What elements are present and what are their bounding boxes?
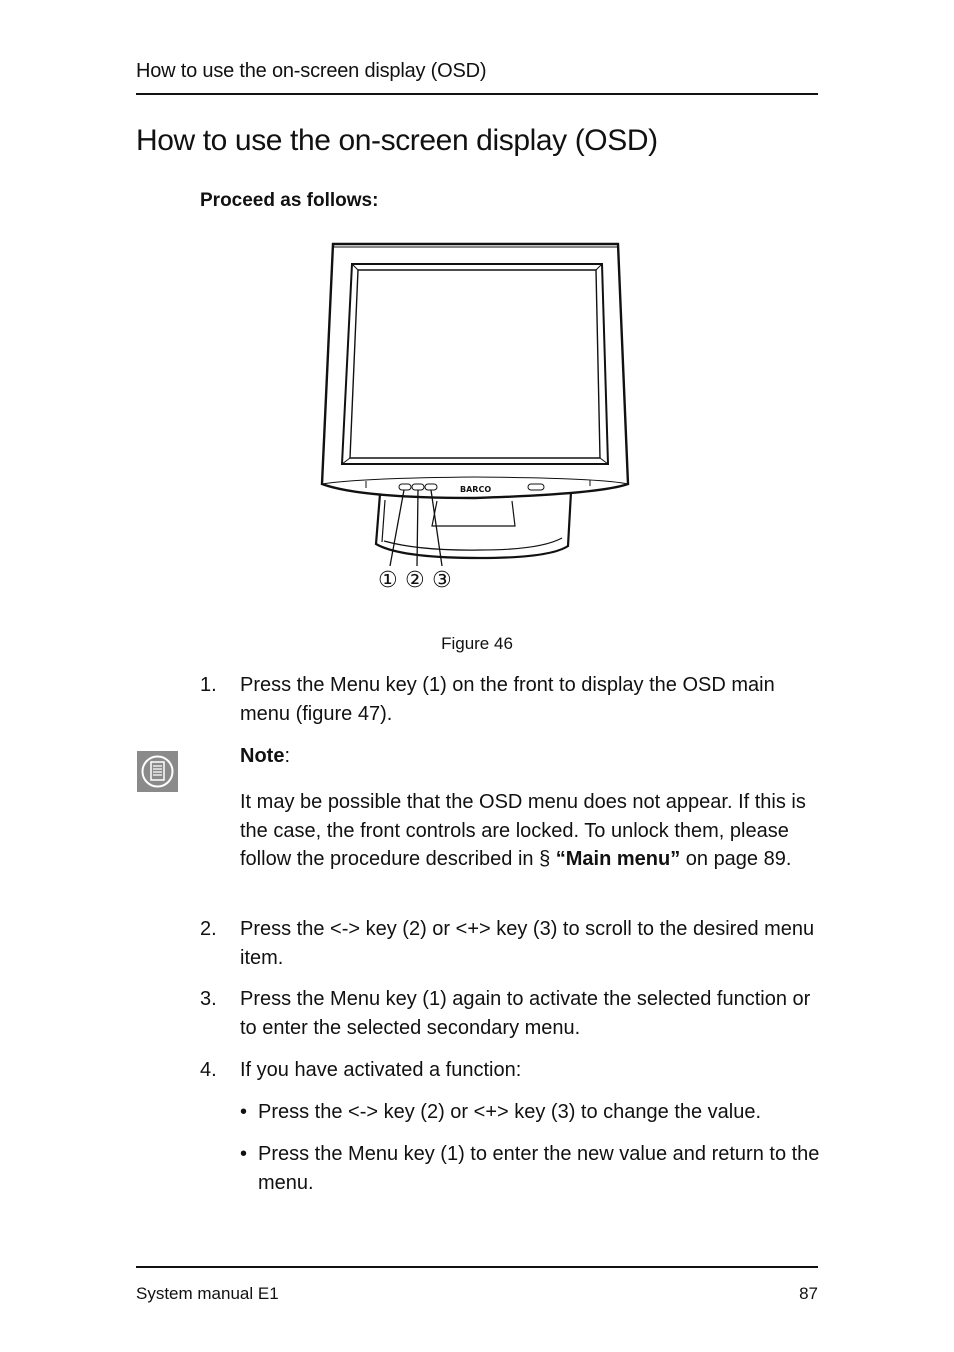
menu-key xyxy=(399,484,411,490)
step-text: Press the Menu key (1) on the front to display the OSD main menu (figure 47). xyxy=(240,674,775,725)
bullet-dot: • xyxy=(240,1101,248,1123)
footer-page-number: 87 xyxy=(799,1284,818,1303)
bullet-text: Press the Menu key (1) to enter the new value and return to the menu. xyxy=(258,1143,820,1194)
power-button xyxy=(528,484,544,490)
monitor-figure xyxy=(300,236,650,606)
footer-rule xyxy=(136,1266,818,1268)
step-number: 4. xyxy=(200,1059,217,1081)
callout-1: ① xyxy=(378,568,398,593)
step-4 xyxy=(200,1056,820,1085)
bullet-text: Press the <-> key (2) or <+> key (3) to change the value. xyxy=(258,1101,762,1123)
main-menu-link[interactable]: “Main menu” xyxy=(555,848,681,870)
step-number: 3. xyxy=(200,988,217,1010)
minus-key xyxy=(412,484,424,490)
note-heading: Note: xyxy=(240,745,291,767)
bullet-dot: • xyxy=(240,1143,248,1165)
step-text: Press the Menu key (1) again to activate the selected function or to enter the selected secondary menu. xyxy=(240,988,811,1039)
header-rule xyxy=(136,93,818,95)
sub-bullet xyxy=(240,1098,820,1127)
step-2 xyxy=(200,915,820,972)
figure-caption: Figure 46 xyxy=(441,634,513,653)
step-number: 1. xyxy=(200,674,217,696)
step-3 xyxy=(200,985,820,1042)
callout-2: ② xyxy=(405,568,425,593)
step-1 xyxy=(200,671,820,728)
barco-logo: BARCO xyxy=(460,485,492,494)
footer-manual-title: System manual E1 xyxy=(136,1284,279,1303)
intro-text: Proceed as follows: xyxy=(200,190,379,211)
note-text: It may be possible that the OSD menu does not appear. If this is the case, the front controls are locked. To unlock them, please follow the procedure described in § “Main menu” on page 89. xyxy=(240,791,806,870)
plus-key xyxy=(425,484,437,490)
step-text: Press the <-> key (2) or <+> key (3) to scroll to the desired menu item. xyxy=(240,918,815,969)
sub-bullet xyxy=(240,1140,820,1197)
step-text: If you have activated a function: xyxy=(240,1059,522,1081)
callout-3: ③ xyxy=(432,568,452,593)
step-number: 2. xyxy=(200,918,217,940)
running-header: How to use the on-screen display (OSD) xyxy=(136,60,487,82)
note-document-icon xyxy=(137,751,178,792)
monitor-stand xyxy=(376,492,571,558)
screen-area xyxy=(350,270,600,458)
section-title: How to use the on-screen display (OSD) xyxy=(136,124,658,157)
